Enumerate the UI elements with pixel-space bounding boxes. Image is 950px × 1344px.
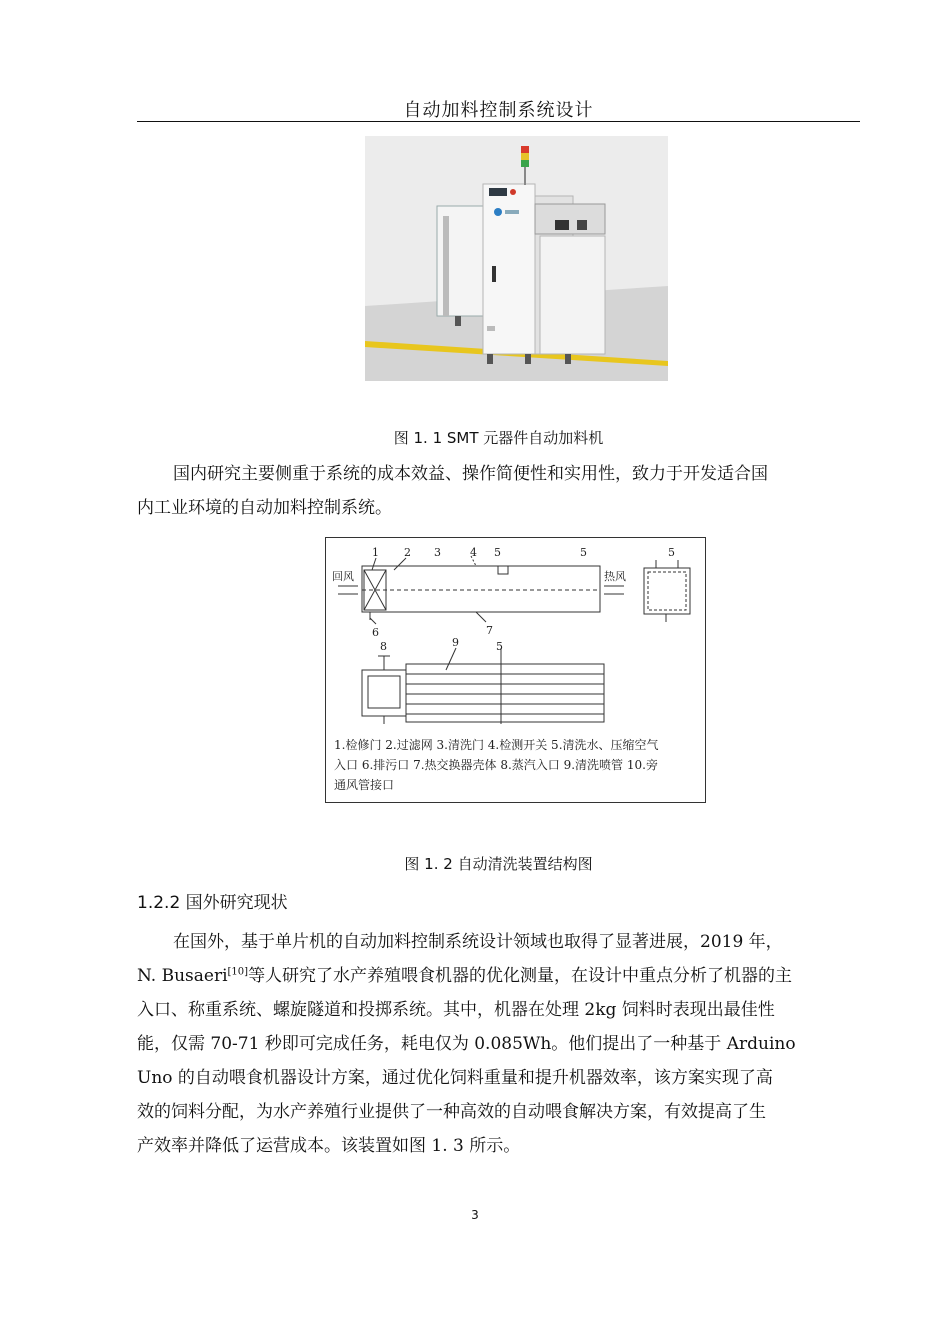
diagram-legend-line-2: 入口 6.排污口 7.热交换器壳体 8.蒸汽入口 9.清洗喷管 10.旁 <box>334 758 658 772</box>
running-header: 自动加料控制系统设计 <box>403 100 594 121</box>
diagram-label-return-air: 回风 <box>332 570 354 583</box>
diagram-label-5d: 5 <box>496 640 503 653</box>
paragraph-2-line-1: 在国外，基于单片机的自动加料控制系统设计领域也取得了显著进展，2019 年， <box>173 932 783 952</box>
paragraph-2-line-2-text: 等人研究了水产养殖喂食机器的优化测量，在设计中重点分析了机器的主 <box>248 966 793 986</box>
signal-light-red <box>521 146 529 153</box>
figure-1-caption: 图 1. 1 SMT 元器件自动加料机 <box>393 429 604 447</box>
signal-light-green <box>521 160 529 167</box>
cleaning-device-structure-drawing <box>326 538 705 802</box>
paragraph-2-line-7: 产效率并降低了运营成本。该装置如图 1. 3 所示。 <box>137 1136 521 1156</box>
paragraph-2-line-2 <box>137 959 860 993</box>
figure-2-caption: 图 1. 2 自动清洗装置结构图 <box>404 855 593 873</box>
paragraph-1-line-1: 国内研究主要侧重于系统的成本效益、操作简便性和实用性，致力于开发适合国 <box>173 464 768 484</box>
paragraph-2-line-4: 能，仅需 70-71 秒即可完成任务，耗电仅为 0.085Wh。他们提出了一种基于 Arduino <box>137 1034 796 1054</box>
smt-feeder-machine-illustration <box>365 136 668 381</box>
signal-light-yellow <box>521 153 529 160</box>
diagram-label-6: 6 <box>372 626 379 639</box>
diagram-legend-line-1: 1.检修门 2.过滤网 3.清洗门 4.检测开关 5.清洗水、压缩空气 <box>334 738 659 752</box>
diagram-label-5a: 5 <box>494 546 501 559</box>
diagram-label-5c: 5 <box>668 546 675 559</box>
paragraph-2 <box>137 925 860 1163</box>
diagram-label-8: 8 <box>380 640 387 653</box>
figure-2-diagram <box>325 537 706 803</box>
author-name: N. Busaeri <box>137 966 228 986</box>
paragraph-2-line-5: Uno 的自动喂食机器设计方案，通过优化饲料重量和提升机器效率，该方案实现了高 <box>137 1068 773 1088</box>
diagram-label-9: 9 <box>452 636 459 649</box>
paragraph-1-line-2: 内工业环境的自动加料控制系统。 <box>137 498 392 518</box>
diagram-label-2: 2 <box>404 546 411 559</box>
diagram-label-4: 4 <box>470 546 477 559</box>
diagram-label-1: 1 <box>372 546 379 559</box>
section-heading: 1.2.2 国外研究现状 <box>137 893 288 913</box>
diagram-label-7: 7 <box>486 624 493 637</box>
paragraph-2-line-3: 入口、称重系统、螺旋隧道和投掷系统。其中，机器在处理 2kg 饲料时表现出最佳性 <box>137 1000 775 1020</box>
paragraph-1 <box>137 457 896 525</box>
paragraph-2-line-6: 效的饲料分配，为水产养殖行业提供了一种高效的自动喂食解决方案，有效提高了生 <box>137 1102 766 1122</box>
diagram-legend-line-3: 通风管接口 <box>334 778 395 792</box>
figure-1-photo <box>365 136 668 381</box>
page-number: 3 <box>471 1208 479 1222</box>
diagram-label-hot-air: 热风 <box>604 570 626 583</box>
citation-ref: [10] <box>227 966 249 978</box>
diagram-label-3: 3 <box>434 546 441 559</box>
diagram-label-5b: 5 <box>580 546 587 559</box>
header-rule <box>137 121 860 122</box>
